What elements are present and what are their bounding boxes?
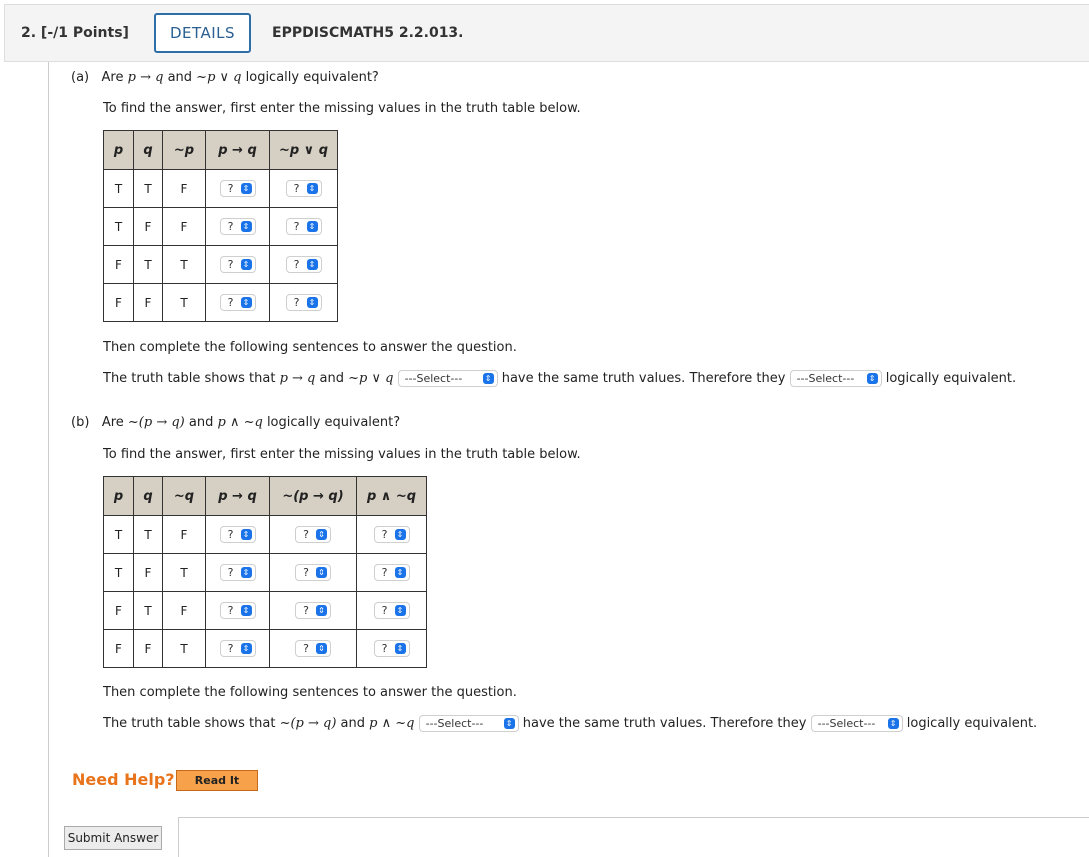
part-a-equivalent-select[interactable] [790,370,882,387]
table-b-cell: F [134,554,163,592]
chevron-updown-icon: ⇕ [241,297,252,308]
table-b-cell: F [104,592,134,630]
chevron-updown-icon: ⇕ [316,643,327,654]
select-value: ? [293,220,300,233]
table-b-header-not-p-implies-q: ~(p → q) [270,477,357,516]
table-b-row [104,592,427,630]
truth-value-select[interactable] [286,180,322,197]
table-a-cell: T [163,284,206,322]
table-a-header-p-implies-q: p → q [206,131,270,170]
part-b-sentence-and: and [336,716,370,731]
part-b-then-text: Then complete the following sentences to answer the question. [103,685,517,700]
table-b-row [104,554,427,592]
table-a-select-cell [270,208,338,246]
table-a-cell: T [134,246,163,284]
select-value: ? [381,642,388,655]
part-a-label: (a) [71,70,90,85]
truth-table-b [103,476,427,668]
table-b-cell: F [104,630,134,668]
table-b-header-p-implies-q: p → q [206,477,270,516]
table-b-select-cell [206,592,270,630]
select-value: ? [293,296,300,309]
part-a-sentence-and: and [315,371,349,386]
part-a-q-text: Are [101,70,128,85]
part-a-question [71,70,379,85]
truth-value-select[interactable] [374,602,410,619]
table-a-select-cell [206,284,270,322]
select-value: ? [293,182,300,195]
chevron-updown-icon: ⇕ [307,221,318,232]
table-b-select-cell [270,554,357,592]
select-placeholder: ---Select--- [404,372,463,385]
truth-value-select[interactable] [220,602,256,619]
truth-value-select[interactable] [220,180,256,197]
truth-value-select[interactable] [374,564,410,581]
table-a-cell: F [163,170,206,208]
question-header [4,4,1089,62]
part-a-sentence-end: logically equivalent. [885,371,1017,386]
read-it-button[interactable]: Read It [176,770,258,791]
part-a-q-and: and [163,70,197,85]
table-a-header-q: q [134,131,163,170]
answer-feedback-area [178,817,1089,857]
table-b-select-cell [270,516,357,554]
table-b-header-q: q [134,477,163,516]
select-value: ? [303,642,309,655]
select-value: ? [227,604,234,617]
table-b-select-cell [357,516,427,554]
select-value: ? [381,604,388,617]
table-a-cell: F [104,284,134,322]
select-value: ? [381,528,388,541]
table-a-row [104,284,338,322]
select-value: ? [227,296,234,309]
table-b-cell: F [134,630,163,668]
part-b-sentence-end: logically equivalent. [906,716,1038,731]
chevron-updown-icon: ⇕ [867,373,878,384]
truth-value-select[interactable] [220,294,256,311]
part-b-equivalent-select[interactable] [811,715,903,732]
select-value: ? [227,642,234,655]
table-b-cell: F [163,592,206,630]
table-a-cell: T [134,170,163,208]
chevron-updown-icon: ⇕ [241,221,252,232]
chevron-updown-icon: ⇕ [241,605,252,616]
table-b-row [104,516,427,554]
chevron-updown-icon: ⇕ [241,643,252,654]
truth-value-select[interactable] [220,526,256,543]
select-value: ? [227,566,234,579]
truth-value-select[interactable] [220,640,256,657]
table-b-row [104,630,427,668]
chevron-updown-icon: ⇕ [888,718,899,729]
table-a-cell: T [104,170,134,208]
part-a-then-text: Then complete the following sentences to answer the question. [103,340,517,355]
part-b-sentence-expr1: ~(p → q) [279,716,337,731]
table-a-select-cell [206,170,270,208]
table-a-select-cell [206,246,270,284]
chevron-updown-icon: ⇕ [483,373,494,384]
part-b-q-text: Are [101,415,128,430]
select-placeholder: ---Select--- [817,717,876,730]
table-a-header-not-p: ~p [163,131,206,170]
chevron-updown-icon: ⇕ [395,643,406,654]
truth-value-select[interactable] [286,294,322,311]
table-a-cell: F [104,246,134,284]
table-a-select-cell [270,246,338,284]
table-b-cell: T [134,592,163,630]
table-b-select-cell [206,516,270,554]
table-a-cell: T [104,208,134,246]
table-b-cell: T [163,630,206,668]
truth-value-select[interactable] [295,602,331,619]
truth-value-select[interactable] [220,218,256,235]
table-b-select-cell [270,592,357,630]
chevron-updown-icon: ⇕ [316,529,327,540]
part-b-q-tail: logically equivalent? [262,415,401,430]
part-b-sentence-expr2: p ∧ ~q [369,716,415,731]
truth-value-select[interactable] [220,564,256,581]
part-a-q-tail: logically equivalent? [241,70,379,85]
chevron-updown-icon: ⇕ [395,567,406,578]
table-a-row [104,246,338,284]
truth-value-select[interactable] [295,640,331,657]
part-b-question [71,415,400,430]
select-placeholder: ---Select--- [796,372,855,385]
need-help-label: Need Help? [72,770,175,789]
part-a-expr2: ~p ∨ q [196,70,242,85]
part-b-q-and: and [184,415,218,430]
part-a-sentence-expr2: ~p ∨ q [348,371,394,386]
submit-answer-button[interactable]: Submit Answer [64,826,162,850]
chevron-updown-icon: ⇕ [395,605,406,616]
truth-value-select[interactable] [374,640,410,657]
table-b-select-cell [357,592,427,630]
table-b-cell: T [163,554,206,592]
table-b-cell: T [104,554,134,592]
part-a-sentence-middle: have the same truth values. Therefore they [501,371,786,386]
part-b-sentence-middle: have the same truth values. Therefore they [522,716,807,731]
details-button[interactable]: DETAILS [154,13,251,53]
chevron-updown-icon: ⇕ [307,259,318,270]
truth-value-select[interactable] [374,526,410,543]
part-b-sentence-start: The truth table shows that [103,716,280,731]
select-value: ? [227,258,234,271]
part-b-expr2: p ∧ ~q [217,415,263,430]
select-value: ? [227,220,234,233]
table-a-cell: F [134,284,163,322]
table-b-cell: T [104,516,134,554]
truth-value-select[interactable] [295,564,331,581]
select-value: ? [381,566,388,579]
chevron-updown-icon: ⇕ [504,718,515,729]
table-b-select-cell [357,554,427,592]
table-a-header-p: p [104,131,134,170]
select-value: ? [303,604,309,617]
table-b-header-not-q: ~q [163,477,206,516]
truth-table-a [103,130,338,322]
table-a-row [104,170,338,208]
chevron-updown-icon: ⇕ [241,529,252,540]
select-value: ? [227,528,234,541]
truth-value-select[interactable] [295,526,331,543]
select-value: ? [227,182,234,195]
select-placeholder: ---Select--- [425,717,484,730]
table-b-header-p-and-not-q: p ∧ ~q [357,477,427,516]
table-a-cell: T [163,246,206,284]
select-value: ? [293,258,300,271]
table-a-cell: F [134,208,163,246]
part-b-expr1: ~(p → q) [127,415,185,430]
table-a-row [104,208,338,246]
table-b-select-cell [270,630,357,668]
part-b-label: (b) [71,415,90,430]
table-b-select-cell [206,630,270,668]
part-b-same-values-select[interactable] [419,715,519,732]
part-b-sentence [103,715,1037,732]
table-a-header-not-p-or-q: ~p ∨ q [270,131,338,170]
chevron-updown-icon: ⇕ [316,605,327,616]
left-divider [48,62,49,857]
table-a-select-cell [206,208,270,246]
part-a-expr1: p → q [127,70,164,85]
select-value: ? [303,566,309,579]
select-value: ? [303,528,309,541]
part-a-sentence-start: The truth table shows that [103,371,280,386]
table-b-select-cell [206,554,270,592]
question-number: 2. [-/1 Points] [21,25,129,41]
truth-value-select[interactable] [220,256,256,273]
truth-value-select[interactable] [286,218,322,235]
chevron-updown-icon: ⇕ [241,183,252,194]
chevron-updown-icon: ⇕ [395,529,406,540]
part-b-instruction: To find the answer, first enter the missing values in the truth table below. [103,447,581,462]
part-a-sentence-expr1: p → q [279,371,316,386]
chevron-updown-icon: ⇕ [316,567,327,578]
table-b-select-cell [357,630,427,668]
part-a-sentence [103,370,1016,387]
part-a-same-values-select[interactable] [398,370,498,387]
table-a-cell: F [163,208,206,246]
table-a-select-cell [270,170,338,208]
table-b-cell: F [163,516,206,554]
question-code: EPPDISCMATH5 2.2.013. [272,25,464,41]
chevron-updown-icon: ⇕ [307,183,318,194]
table-b-header-p: p [104,477,134,516]
chevron-updown-icon: ⇕ [241,259,252,270]
part-a-instruction: To find the answer, first enter the missing values in the truth table below. [103,101,581,116]
table-a-select-cell [270,284,338,322]
chevron-updown-icon: ⇕ [307,297,318,308]
truth-value-select[interactable] [286,256,322,273]
table-b-cell: T [134,516,163,554]
chevron-updown-icon: ⇕ [241,567,252,578]
